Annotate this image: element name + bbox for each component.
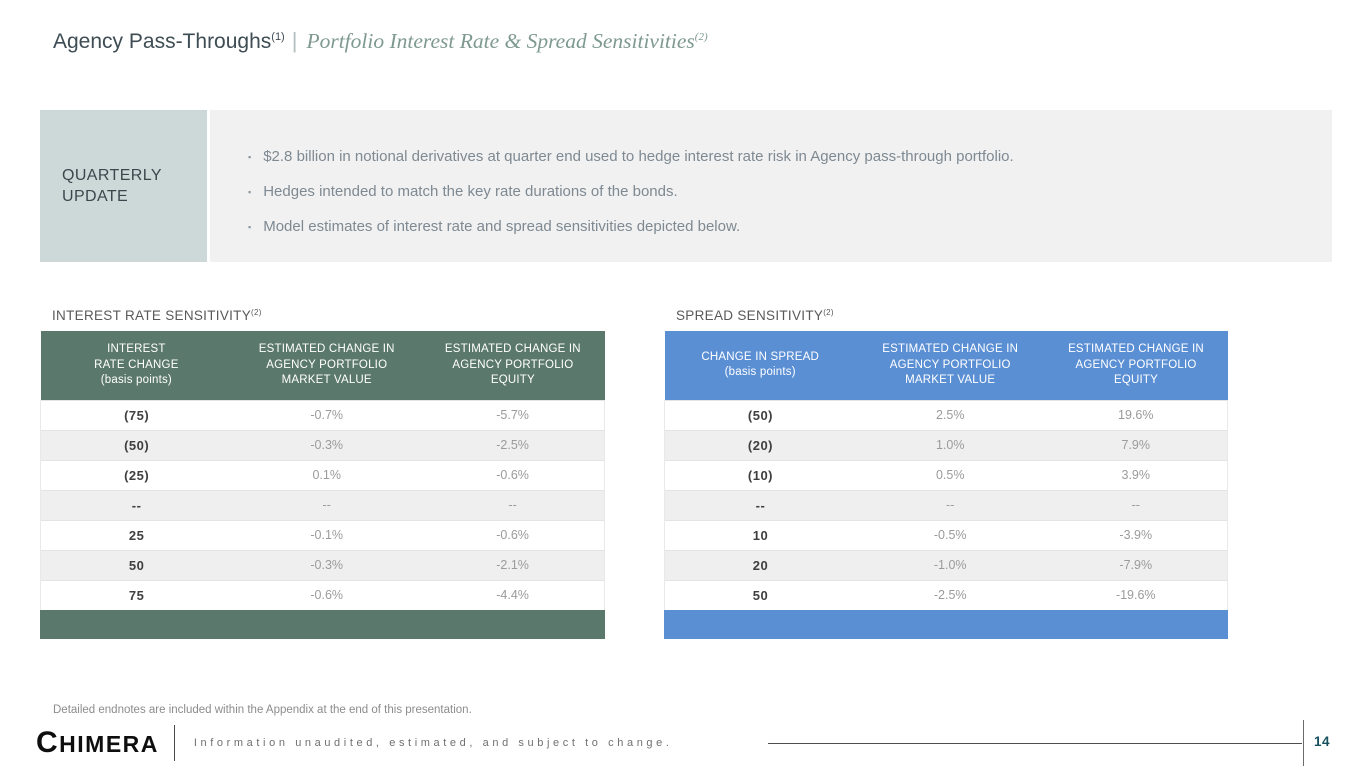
quarterly-update-label-line1: QUARTERLY <box>62 167 162 184</box>
value-cell: -0.3% <box>232 550 421 580</box>
row-label-cell: 20 <box>665 550 856 580</box>
value-cell: -- <box>232 490 421 520</box>
row-label-cell: -- <box>665 490 856 520</box>
row-label-cell: (10) <box>665 460 856 490</box>
table-footer-bar <box>664 610 1228 639</box>
page-number: 14 <box>1314 734 1331 749</box>
value-cell: -0.5% <box>856 520 1045 550</box>
spread-title-footnote: (2) <box>823 308 834 317</box>
value-cell: 7.9% <box>1045 430 1228 460</box>
bullet-item <box>248 147 1292 168</box>
interest-rate-title-footnote: (2) <box>251 308 262 317</box>
title-separator: | <box>291 28 298 53</box>
value-cell: -0.7% <box>232 400 421 430</box>
table-row <box>665 520 1228 550</box>
value-cell: 19.6% <box>1045 400 1228 430</box>
footer-brand-row <box>36 720 673 766</box>
table-row <box>41 460 605 490</box>
disclaimer-text: Information unaudited, estimated, and subject to change. <box>193 737 673 749</box>
interest-rate-sensitivity-title <box>52 308 605 323</box>
page-title-primary: Agency Pass-Throughs <box>53 30 272 53</box>
interest-rate-title-text: INTEREST RATE SENSITIVITY <box>52 308 252 323</box>
page-title-primary-footnote: (1) <box>271 31 285 43</box>
bullet-square-icon: ▪ <box>248 187 252 197</box>
bullet-square-icon: ▪ <box>248 222 252 232</box>
bullet-item <box>248 182 1292 203</box>
value-cell: 2.5% <box>856 400 1045 430</box>
row-label-cell: (50) <box>41 430 233 460</box>
value-cell: -7.9% <box>1045 550 1228 580</box>
table-row <box>665 550 1228 580</box>
row-label-cell: (25) <box>41 460 233 490</box>
row-label-cell: 50 <box>41 550 233 580</box>
table-header-row <box>665 331 1228 400</box>
quarterly-update-section <box>40 110 1332 262</box>
table-row <box>665 400 1228 430</box>
header-cell-market-value: ESTIMATED CHANGE IN AGENCY PORTFOLIO MARKET VALUE <box>882 343 1019 386</box>
page-title <box>53 28 708 54</box>
page-title-secondary: Portfolio Interest Rate & Spread Sensitivities <box>306 29 695 53</box>
value-cell: -2.5% <box>421 430 604 460</box>
spread-sensitivity-table <box>664 308 1228 639</box>
table-row <box>41 490 605 520</box>
table-body <box>665 400 1228 610</box>
header-cell-rate-change: INTEREST RATE CHANGE (basis points) <box>94 343 179 386</box>
value-cell: -- <box>856 490 1045 520</box>
table-body <box>41 400 605 610</box>
quarterly-update-label <box>40 110 207 262</box>
bullet-list <box>248 147 1292 238</box>
value-cell: -- <box>1045 490 1228 520</box>
table-row <box>41 550 605 580</box>
header-cell-market-value: ESTIMATED CHANGE IN AGENCY PORTFOLIO MARKET VALUE <box>258 343 395 386</box>
spread-sensitivity-title <box>676 308 1228 323</box>
value-cell: -3.9% <box>1045 520 1228 550</box>
value-cell: -19.6% <box>1045 580 1228 610</box>
value-cell: 3.9% <box>1045 460 1228 490</box>
bullet-text: $2.8 billion in notional derivatives at quarter end used to hedge interest rate risk in Agency pass-through portfolio. <box>263 148 1014 165</box>
quarterly-update-panel <box>210 110 1332 262</box>
header-cell-equity: ESTIMATED CHANGE IN AGENCY PORTFOLIO EQUITY <box>1068 343 1204 386</box>
value-cell: -2.5% <box>856 580 1045 610</box>
value-cell: -4.4% <box>421 580 604 610</box>
row-label-cell: 50 <box>665 580 856 610</box>
header-cell-spread-change: CHANGE IN SPREAD (basis points) <box>701 350 819 379</box>
value-cell: -0.3% <box>232 430 421 460</box>
bullet-text: Model estimates of interest rate and spread sensitivities depicted below. <box>263 218 741 235</box>
table-row <box>41 580 605 610</box>
endnote-text: Detailed endnotes are included within the Appendix at the end of this presentation. <box>53 704 472 716</box>
table-row <box>665 430 1228 460</box>
row-label-cell: 25 <box>41 520 233 550</box>
bullet-item <box>248 217 1292 238</box>
table-row <box>41 520 605 550</box>
page-number-divider <box>1303 720 1304 766</box>
value-cell: 0.5% <box>856 460 1045 490</box>
row-label-cell: 10 <box>665 520 856 550</box>
bullet-square-icon: ▪ <box>248 152 252 162</box>
header-cell-equity: ESTIMATED CHANGE IN AGENCY PORTFOLIO EQUITY <box>444 343 581 386</box>
value-cell: -0.1% <box>232 520 421 550</box>
bullet-text: Hedges intended to match the key rate durations of the bonds. <box>263 183 678 200</box>
row-label-cell: (20) <box>665 430 856 460</box>
table-row <box>665 460 1228 490</box>
table-header-row <box>41 331 605 400</box>
value-cell: 1.0% <box>856 430 1045 460</box>
logo-divider <box>174 725 175 761</box>
interest-rate-sensitivity-table <box>40 308 605 639</box>
value-cell: 0.1% <box>232 460 421 490</box>
table-row <box>41 430 605 460</box>
quarterly-update-label-line2: UPDATE <box>62 188 129 205</box>
value-cell: -0.6% <box>421 460 604 490</box>
value-cell: -2.1% <box>421 550 604 580</box>
value-cell: -1.0% <box>856 550 1045 580</box>
table-footer-bar <box>40 610 605 639</box>
value-cell: -0.6% <box>421 520 604 550</box>
row-label-cell: (50) <box>665 400 856 430</box>
row-label-cell: 75 <box>41 580 233 610</box>
table-row <box>41 400 605 430</box>
value-cell: -5.7% <box>421 400 604 430</box>
table-row <box>665 490 1228 520</box>
table-row <box>665 580 1228 610</box>
row-label-cell: (75) <box>41 400 233 430</box>
value-cell: -0.6% <box>232 580 421 610</box>
page-title-secondary-footnote: (2) <box>694 31 708 43</box>
footer-rule-line <box>768 743 1302 744</box>
row-label-cell: -- <box>41 490 233 520</box>
chimera-logo: CHIMERA <box>36 726 159 759</box>
spread-title-text: SPREAD SENSITIVITY <box>676 308 824 323</box>
value-cell: -- <box>421 490 604 520</box>
